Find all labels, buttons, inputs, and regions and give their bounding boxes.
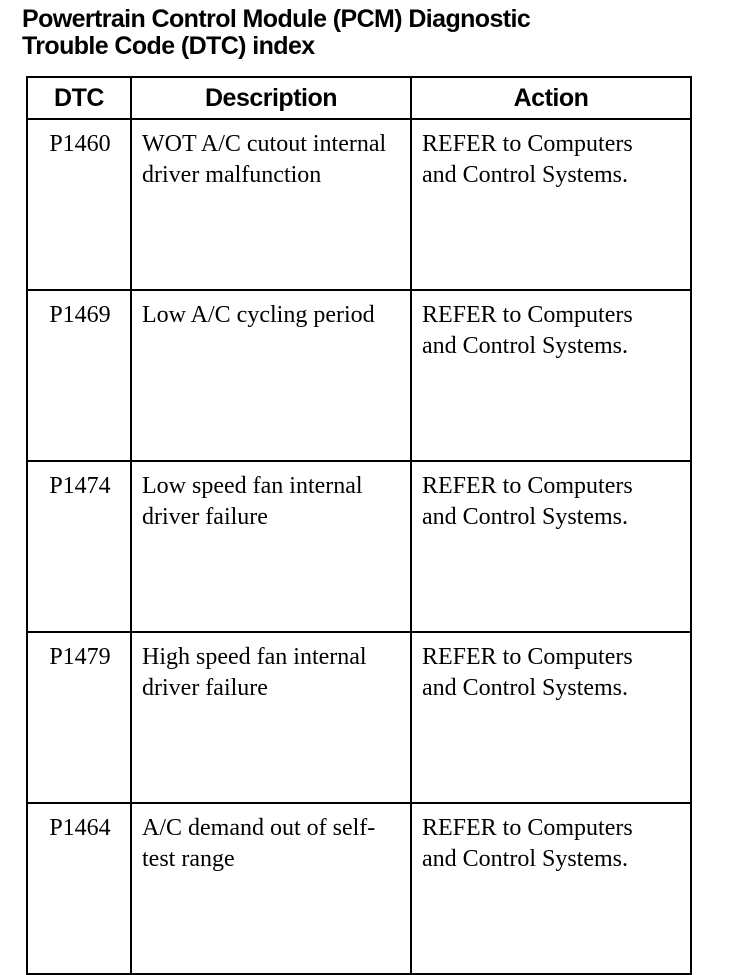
- dtc-action: REFER to Computers and Control Systems.: [411, 803, 691, 974]
- table-row: [27, 290, 691, 461]
- page-title: [22, 6, 722, 60]
- dtc-description: Low A/C cycling period: [131, 290, 411, 461]
- table-row: [27, 119, 691, 290]
- header-dtc: DTC: [27, 77, 131, 119]
- dtc-action: REFER to Computers and Control Systems.: [411, 119, 691, 290]
- dtc-code: P1474: [27, 461, 131, 632]
- header-action: Action: [411, 77, 691, 119]
- header-description: Description: [131, 77, 411, 119]
- table-row: [27, 461, 691, 632]
- dtc-code: P1469: [27, 290, 131, 461]
- title-line-1: Powertrain Control Module (PCM) Diagnostic: [22, 5, 531, 33]
- dtc-description: Low speed fan internal driver failure: [131, 461, 411, 632]
- dtc-description: A/C demand out of self-test range: [131, 803, 411, 974]
- dtc-action: REFER to Computers and Control Systems.: [411, 632, 691, 803]
- dtc-code: P1460: [27, 119, 131, 290]
- dtc-description: High speed fan internal driver failure: [131, 632, 411, 803]
- title-line-2: Trouble Code (DTC) index: [22, 32, 315, 60]
- dtc-description: WOT A/C cutout internal driver malfunction: [131, 119, 411, 290]
- table-row: [27, 632, 691, 803]
- dtc-action: REFER to Computers and Control Systems.: [411, 290, 691, 461]
- dtc-action: REFER to Computers and Control Systems.: [411, 461, 691, 632]
- table-row: [27, 803, 691, 974]
- dtc-table: [26, 76, 692, 975]
- dtc-code: P1479: [27, 632, 131, 803]
- table-header-row: [27, 77, 691, 119]
- dtc-code: P1464: [27, 803, 131, 974]
